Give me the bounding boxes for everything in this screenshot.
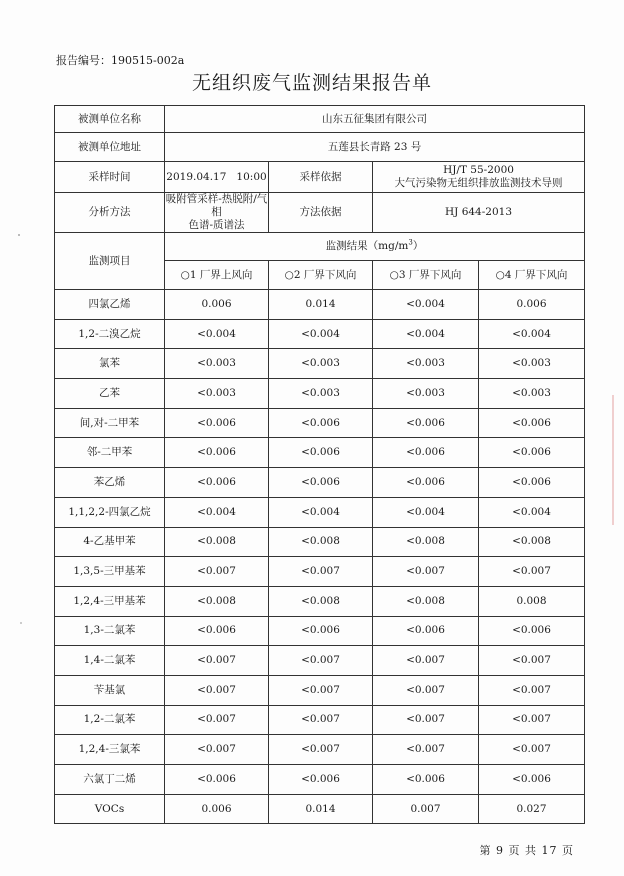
row-value-4: <0.006 bbox=[479, 438, 585, 468]
row-value-1: <0.003 bbox=[165, 349, 269, 379]
row-value-3: <0.003 bbox=[373, 349, 479, 379]
row-value-4: <0.003 bbox=[479, 379, 585, 409]
row-value-2: <0.003 bbox=[269, 379, 373, 409]
table-row bbox=[55, 438, 585, 468]
row-value-4: <0.004 bbox=[479, 319, 585, 349]
sampling-time-label: 采样时间 bbox=[55, 162, 165, 193]
report-title: 无组织废气监测结果报告单 bbox=[191, 72, 432, 94]
result-header-unit-sup: 3 bbox=[408, 238, 413, 247]
row-value-3: <0.007 bbox=[373, 735, 479, 765]
row-value-1: <0.006 bbox=[165, 468, 269, 498]
row-value-3: <0.006 bbox=[373, 616, 479, 646]
row-value-4: <0.007 bbox=[479, 557, 585, 587]
row-value-2: 0.014 bbox=[269, 290, 373, 320]
row-value-2: <0.007 bbox=[269, 557, 373, 587]
unit-name-value: 山东五征集团有限公司 bbox=[165, 106, 585, 133]
table-row bbox=[55, 527, 585, 557]
row-value-2: <0.007 bbox=[269, 675, 373, 705]
row-value-2: <0.004 bbox=[269, 497, 373, 527]
sampling-basis-label: 采样依据 bbox=[269, 162, 373, 193]
row-value-2: <0.008 bbox=[269, 527, 373, 557]
row-value-3: <0.007 bbox=[373, 646, 479, 676]
monitoring-result-header bbox=[165, 233, 585, 261]
scan-speck bbox=[18, 234, 20, 236]
row-value-1: 0.006 bbox=[165, 290, 269, 320]
row-value-3: <0.006 bbox=[373, 765, 479, 795]
row-value-4: <0.007 bbox=[479, 735, 585, 765]
monitoring-results-table bbox=[54, 105, 585, 824]
table-row bbox=[55, 735, 585, 765]
table-row bbox=[55, 468, 585, 498]
unit-name-label: 被测单位名称 bbox=[55, 106, 165, 133]
row-item-name: 1,2-二氯苯 bbox=[55, 705, 165, 735]
analysis-method-line2: 色谱-质谱法 bbox=[188, 219, 245, 231]
row-value-4: <0.006 bbox=[479, 468, 585, 498]
row-value-4: <0.006 bbox=[479, 765, 585, 795]
column-header-3: ○3 厂界下风向 bbox=[373, 261, 479, 290]
row-value-4: <0.006 bbox=[479, 408, 585, 438]
row-item-name: VOCs bbox=[55, 794, 165, 824]
page-number: 第 9 页 共 17 页 bbox=[479, 844, 574, 857]
row-item-name: 1,3-二氯苯 bbox=[55, 616, 165, 646]
row-value-4: <0.003 bbox=[479, 349, 585, 379]
row-value-2: <0.007 bbox=[269, 646, 373, 676]
row-item-name: 1,4-二氯苯 bbox=[55, 646, 165, 676]
row-value-4: <0.008 bbox=[479, 527, 585, 557]
row-item-name: 苄基氯 bbox=[55, 675, 165, 705]
row-item-name: 间,对-二甲苯 bbox=[55, 408, 165, 438]
row-value-2: <0.006 bbox=[269, 438, 373, 468]
row-value-3: 0.007 bbox=[373, 794, 479, 824]
row-item-name: 邻-二甲苯 bbox=[55, 438, 165, 468]
row-value-3: <0.008 bbox=[373, 527, 479, 557]
analysis-method-line1: 吸附管采样-热脱附/气相 bbox=[165, 193, 268, 218]
sampling-time-value: 2019.04.17 10:00 bbox=[165, 162, 269, 193]
row-item-name: 1,2,4-三甲基苯 bbox=[55, 586, 165, 616]
table-row bbox=[55, 616, 585, 646]
table-row bbox=[55, 349, 585, 379]
table-row bbox=[55, 586, 585, 616]
unit-address-label: 被测单位地址 bbox=[55, 133, 165, 162]
row-value-2: <0.006 bbox=[269, 408, 373, 438]
row-value-1: <0.007 bbox=[165, 557, 269, 587]
column-header-4: ○4 厂界下风向 bbox=[479, 261, 585, 290]
row-value-1: <0.006 bbox=[165, 408, 269, 438]
sampling-basis-value bbox=[373, 162, 585, 193]
column-header-1: ○1 厂界上风向 bbox=[165, 261, 269, 290]
row-value-2: <0.006 bbox=[269, 765, 373, 795]
table-row bbox=[55, 675, 585, 705]
row-value-3: <0.007 bbox=[373, 705, 479, 735]
row-value-1: <0.004 bbox=[165, 319, 269, 349]
row-value-3: <0.004 bbox=[373, 290, 479, 320]
result-header-text: 监测结果（mg/m bbox=[325, 240, 409, 252]
row-value-2: <0.007 bbox=[269, 705, 373, 735]
row-item-name: 苯乙烯 bbox=[55, 468, 165, 498]
table-row bbox=[55, 319, 585, 349]
table-row bbox=[55, 290, 585, 320]
row-value-4: <0.007 bbox=[479, 646, 585, 676]
table-row bbox=[55, 646, 585, 676]
row-value-4: <0.007 bbox=[479, 705, 585, 735]
row-value-3: <0.004 bbox=[373, 497, 479, 527]
row-value-3: <0.006 bbox=[373, 438, 479, 468]
row-value-1: <0.006 bbox=[165, 616, 269, 646]
monitoring-item-header: 监测项目 bbox=[55, 233, 165, 290]
table-row bbox=[55, 497, 585, 527]
sampling-basis-title: 大气污染物无组织排放监测技术导则 bbox=[394, 177, 563, 189]
row-value-1: <0.006 bbox=[165, 438, 269, 468]
row-value-4: <0.007 bbox=[479, 675, 585, 705]
row-item-name: 4-乙基甲苯 bbox=[55, 527, 165, 557]
data-rows bbox=[55, 290, 585, 824]
result-header-text-end: ） bbox=[412, 240, 424, 252]
row-value-1: <0.006 bbox=[165, 765, 269, 795]
method-basis-label: 方法依据 bbox=[269, 193, 373, 233]
row-value-1: <0.008 bbox=[165, 586, 269, 616]
row-value-1: 0.006 bbox=[165, 794, 269, 824]
row-value-4: 0.008 bbox=[479, 586, 585, 616]
unit-address-value: 五莲县长青路 23 号 bbox=[165, 133, 585, 162]
row-value-4: <0.004 bbox=[479, 497, 585, 527]
report-number: 报告编号：190515-002a bbox=[56, 54, 185, 67]
row-value-3: <0.006 bbox=[373, 468, 479, 498]
row-value-1: <0.007 bbox=[165, 735, 269, 765]
row-value-3: <0.007 bbox=[373, 557, 479, 587]
red-edge-mark bbox=[612, 395, 614, 525]
row-item-name: 1,3,5-三甲基苯 bbox=[55, 557, 165, 587]
row-value-1: <0.007 bbox=[165, 646, 269, 676]
row-value-4: 0.027 bbox=[479, 794, 585, 824]
table-row bbox=[55, 557, 585, 587]
table-row bbox=[55, 379, 585, 409]
row-value-3: <0.003 bbox=[373, 379, 479, 409]
row-value-3: <0.006 bbox=[373, 408, 479, 438]
row-item-name: 1,1,2,2-四氯乙烷 bbox=[55, 497, 165, 527]
row-item-name: 六氯丁二烯 bbox=[55, 765, 165, 795]
row-value-2: <0.006 bbox=[269, 468, 373, 498]
row-value-4: <0.006 bbox=[479, 616, 585, 646]
method-basis-value: HJ 644-2013 bbox=[373, 193, 585, 233]
row-item-name: 乙苯 bbox=[55, 379, 165, 409]
table-row bbox=[55, 765, 585, 795]
row-value-1: <0.007 bbox=[165, 705, 269, 735]
column-header-2: ○2 厂界下风向 bbox=[269, 261, 373, 290]
row-value-2: 0.014 bbox=[269, 794, 373, 824]
sampling-basis-standard: HJ/T 55-2000 bbox=[443, 164, 514, 176]
row-item-name: 1,2-二溴乙烷 bbox=[55, 319, 165, 349]
row-value-2: <0.003 bbox=[269, 349, 373, 379]
row-value-2: <0.006 bbox=[269, 616, 373, 646]
row-value-1: <0.007 bbox=[165, 675, 269, 705]
analysis-method-value bbox=[165, 193, 269, 233]
row-value-1: <0.004 bbox=[165, 497, 269, 527]
table-row bbox=[55, 705, 585, 735]
row-item-name: 四氯乙烯 bbox=[55, 290, 165, 320]
row-item-name: 1,2,4-三氯苯 bbox=[55, 735, 165, 765]
row-value-3: <0.008 bbox=[373, 586, 479, 616]
analysis-method-label: 分析方法 bbox=[55, 193, 165, 233]
table-row bbox=[55, 408, 585, 438]
row-item-name: 氯苯 bbox=[55, 349, 165, 379]
row-value-2: <0.004 bbox=[269, 319, 373, 349]
row-value-4: 0.006 bbox=[479, 290, 585, 320]
row-value-3: <0.004 bbox=[373, 319, 479, 349]
row-value-3: <0.007 bbox=[373, 675, 479, 705]
row-value-2: <0.008 bbox=[269, 586, 373, 616]
scan-speck bbox=[20, 622, 22, 624]
table-row bbox=[55, 794, 585, 824]
row-value-1: <0.003 bbox=[165, 379, 269, 409]
row-value-1: <0.008 bbox=[165, 527, 269, 557]
row-value-2: <0.007 bbox=[269, 735, 373, 765]
